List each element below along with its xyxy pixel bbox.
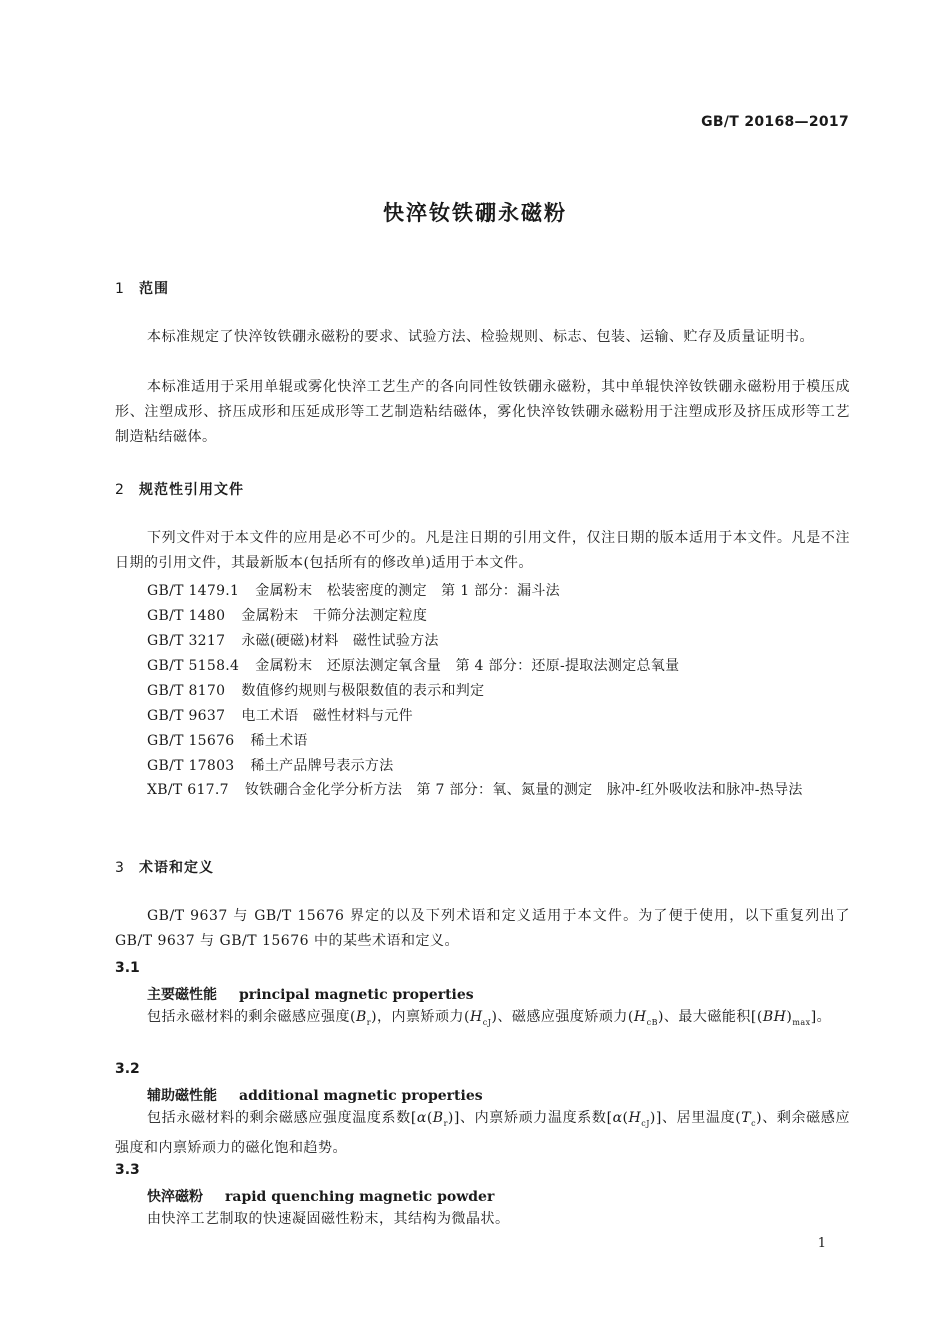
document-title: 快淬钕铁硼永磁粉 — [383, 201, 567, 225]
reference-code: GB/T 1479.1 — [147, 583, 240, 599]
page-number: 1 — [817, 1236, 826, 1251]
section-1-heading — [115, 278, 169, 298]
definition-text: 包括永磁材料的剩余磁感应强度温度系数[ — [147, 1110, 417, 1126]
reference-code: XB/T 617.7 — [147, 782, 229, 798]
term-definition: 包括永磁材料的剩余磁感应强度$(B_r)$，内禀矫顽力$(H_{cJ})$、磁感应强度矫顽力$(H_{cB})$、最大磁能积$[(BH)_{max}]$。 — [147, 1009, 832, 1027]
term-number: 3.1 — [115, 960, 140, 976]
scope-paragraph-2: 本标准适用于采用单辊或雾化快淬工艺生产的各向同性钕铁硼永磁粉，其中单辊快淬钕铁硼永磁粉用于模压成形、注塑成形、挤压成形和压延成形等工艺制造粘结磁体，雾化快淬钕铁硼永磁粉用于注塑成形及挤压成形等工艺制造粘结磁体。 — [115, 379, 850, 445]
subscript: cJ — [482, 1017, 492, 1027]
term-name-zh: 主要磁性能 — [147, 987, 217, 1003]
reference-code: GB/T 9637 — [147, 708, 226, 724]
term-number: 3.2 — [115, 1061, 140, 1077]
reference-code: GB/T 8170 — [147, 683, 226, 699]
subscript: cB — [646, 1017, 658, 1027]
symbol: H — [633, 1009, 647, 1025]
reference-title: 金属粉末 松装密度的测定 第 1 部分：漏斗法 — [255, 583, 560, 599]
section-number: 3 — [115, 860, 125, 876]
term-name — [147, 1186, 494, 1206]
reference-item — [147, 755, 394, 775]
standard-code: GB/T 20168—2017 — [701, 114, 849, 130]
reference-title: 永磁(硬磁)材料 磁性试验方法 — [241, 633, 439, 649]
term-definition: 由快淬工艺制取的快速凝固磁性粉末，其结构为微晶状。 — [147, 1211, 510, 1227]
symbol: α — [416, 1110, 427, 1126]
reference-item — [147, 705, 413, 725]
definition-text: )、磁感应强度矫顽力( — [491, 1009, 634, 1025]
symbol: B — [355, 1009, 367, 1025]
terms-intro: GB/T 9637 与 GB/T 15676 界定的以及下列术语和定义适用于本文件。为了便于使用，以下重复列出了 GB/T 9637 与 GB/T 15676 中的某些术语和定义。 — [115, 908, 850, 949]
section-number: 2 — [115, 482, 125, 498]
definition-text: ( — [426, 1110, 433, 1126]
term-name-zh: 辅助磁性能 — [147, 1088, 217, 1104]
section-2-heading — [115, 479, 244, 499]
reference-code: GB/T 5158.4 — [147, 658, 240, 674]
subscript: r — [443, 1118, 448, 1128]
subscript: cJ — [641, 1118, 650, 1128]
reference-title: 金属粉末 干筛分法测定粒度 — [241, 608, 428, 624]
definition-text: ]。 — [810, 1009, 832, 1025]
term-number: 3.3 — [115, 1162, 140, 1178]
reference-item — [147, 680, 484, 700]
term-name-en: rapid quenching magnetic powder — [225, 1189, 495, 1205]
term-name — [147, 1085, 483, 1105]
reference-code: GB/T 15676 — [147, 733, 235, 749]
reference-title: 稀土产品牌号表示方法 — [250, 758, 394, 774]
reference-item — [147, 730, 308, 750]
reference-title: 金属粉末 还原法测定氧含量 第 4 部分：还原-提取法测定总氧量 — [255, 658, 680, 674]
section-title: 术语和定义 — [139, 860, 214, 876]
definition-text: 包括永磁材料的剩余磁感应强度( — [147, 1009, 356, 1025]
section-title: 规范性引用文件 — [139, 482, 244, 498]
definition-text: ( — [622, 1110, 629, 1126]
symbol: H — [470, 1009, 483, 1025]
reference-code: GB/T 17803 — [147, 758, 235, 774]
subscript: max — [792, 1017, 811, 1027]
section-3-heading — [115, 857, 214, 877]
references-intro: 下列文件对于本文件的应用是必不可少的。凡是注日期的引用文件，仅注日期的版本适用于本文件。凡是不注日期的引用文件，其最新版本(包括所有的修改单)适用于本文件。 — [115, 530, 850, 571]
reference-title: 钕铁硼合金化学分析方法 第 7 部分：氧、氮量的测定 脉冲-红外吸收法和脉冲-热导法 — [244, 782, 803, 798]
term-definition — [115, 1106, 850, 1161]
reference-item — [147, 605, 427, 625]
reference-title: 电工术语 磁性材料与元件 — [241, 708, 413, 724]
reference-item — [147, 580, 560, 600]
term-name — [147, 984, 474, 1004]
reference-code: GB/T 1480 — [147, 608, 226, 624]
symbol: H — [628, 1110, 642, 1126]
reference-title: 数值修约规则与极限数值的表示和判定 — [241, 683, 485, 699]
section-title: 范围 — [139, 281, 169, 297]
reference-item — [115, 778, 850, 803]
reference-title: 稀土术语 — [250, 733, 308, 749]
definition-text: )、最大磁能积[( — [657, 1009, 763, 1025]
term-name-zh: 快淬磁粉 — [147, 1189, 203, 1205]
definition-text: )]、居里温度( — [649, 1110, 742, 1126]
definition-text: )，内禀矫顽力( — [371, 1009, 471, 1025]
definition-text: )]、内禀矫顽力温度系数[ — [447, 1110, 613, 1126]
term-name-en: additional magnetic properties — [239, 1088, 483, 1104]
symbol: T — [741, 1110, 752, 1126]
scope-paragraph-1: 本标准规定了快淬钕铁硼永磁粉的要求、试验方法、检验规则、标志、包装、运输、贮存及质量证明书。 — [147, 329, 814, 345]
symbol: α — [612, 1110, 623, 1126]
term-name-en: principal magnetic properties — [239, 987, 474, 1003]
subscript: c — [751, 1118, 757, 1128]
reference-code: GB/T 3217 — [147, 633, 226, 649]
subscript: r — [366, 1017, 372, 1027]
section-number: 1 — [115, 281, 125, 297]
reference-item — [147, 630, 439, 650]
symbol: BH — [762, 1009, 787, 1025]
symbol: B — [432, 1110, 444, 1126]
reference-item — [147, 655, 679, 675]
definition-text: )、剩余磁感应强度和内禀矫顽力的磁化饱和趋势。 — [115, 1110, 850, 1156]
